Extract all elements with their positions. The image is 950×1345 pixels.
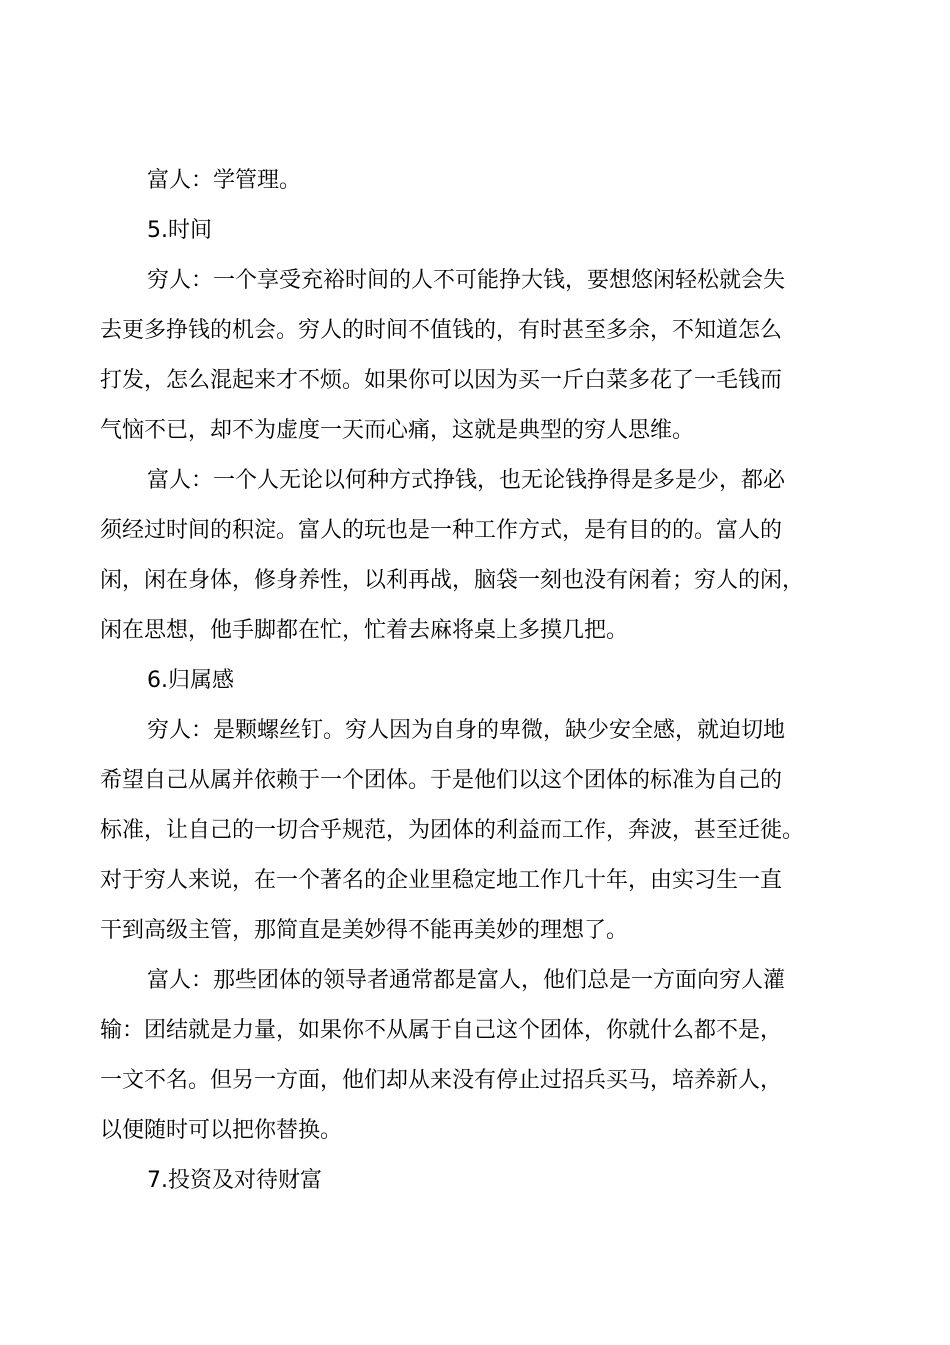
paragraph-line: 输：团结就是力量，如果你不从属于自己这个团体，你就什么都不是， [100,1018,783,1043]
paragraph-line: 干到高级主管，那简直是美妙得不能再美妙的理想了。 [100,918,629,943]
paragraph-line: 去更多挣钱的机会。穷人的时间不值钱的，有时甚至多余，不知道怎么 [100,318,783,343]
paragraph-line: 气恼不已，却不为虚度一天而心痛，这就是典型的穷人思维。 [100,418,695,443]
section-heading-investment: 7.投资及对待财富 [147,1168,322,1193]
paragraph-line: 打发，怎么混起来才不烦。如果你可以因为买一斤白菜多花了一毛钱而 [100,368,783,393]
section-heading-belonging: 6.归属感 [147,668,234,693]
paragraph-line: 希望自己从属并依赖于一个团体。于是他们以这个团体的标准为自己的 [100,768,783,793]
paragraph-line: 闲，闲在身体，修身养性，以利再战，脑袋一刻也没有闲着；穷人的闲， [100,568,805,593]
paragraph-line: 以便随时可以把你替换。 [100,1118,343,1143]
paragraph-line: 对于穷人来说，在一个著名的企业里稳定地工作几十年，由实习生一直 [100,868,783,893]
paragraph-line: 一文不名。但另一方面，他们却从来没有停止过招兵买马，培养新人， [100,1068,783,1093]
paragraph-line: 闲在思想，他手脚都在忙，忙着去麻将桌上多摸几把。 [100,618,629,643]
paragraph-line: 须经过时间的积淀。富人的玩也是一种工作方式，是有目的的。富人的 [100,518,783,543]
paragraph-line: 富人：那些团体的领导者通常都是富人，他们总是一方面向穷人灌 [147,968,786,993]
paragraph-line: 穷人：一个享受充裕时间的人不可能挣大钱，要想悠闲轻松就会失 [147,268,786,293]
section-heading-time: 5.时间 [147,218,212,243]
paragraph-line: 标准，让自己的一切合乎规范，为团体的利益而工作，奔波，甚至迁徙。 [100,818,805,843]
paragraph-line: 富人：一个人无论以何种方式挣钱，也无论钱挣得是多是少，都必 [147,468,786,493]
paragraph-line: 富人：学管理。 [147,168,302,193]
paragraph-line: 穷人：是颗螺丝钉。穷人因为自身的卑微，缺少安全感，就迫切地 [147,718,786,743]
